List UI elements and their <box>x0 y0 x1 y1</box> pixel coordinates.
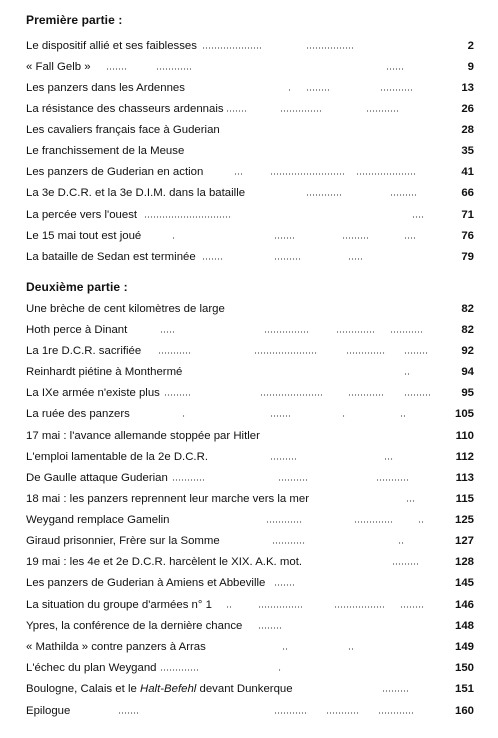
toc-entry <box>26 660 474 676</box>
toc-entry-title: Le franchissement de la Meuse <box>26 145 185 157</box>
toc-entry <box>26 122 474 138</box>
toc-entry-title: Les panzers dans les Ardennes <box>26 82 185 94</box>
toc-leader <box>172 479 206 481</box>
toc-entry-title: Le 15 mai tout est joué <box>26 230 142 242</box>
toc-entry-title: 19 mai : les 4e et 2e D.C.R. harcèlent le XIX. A.K. mot. <box>26 556 303 568</box>
toc-leader <box>274 712 308 714</box>
toc-entry-title: La résistance des chasseurs ardennais <box>26 103 224 115</box>
toc-entry <box>26 101 474 117</box>
toc-leader <box>106 68 128 70</box>
toc-leader <box>326 712 360 714</box>
toc-entry-page: 13 <box>461 82 474 94</box>
toc-entry-title: Ypres, la conférence de la dernière chance <box>26 620 243 632</box>
toc-leader <box>274 258 302 260</box>
toc-entry-title: 18 mai : les panzers reprennent leur marche vers la mer <box>26 493 309 505</box>
toc-entry-title: Reinhardt piétine à Monthermé <box>26 366 183 378</box>
toc-leader <box>202 258 224 260</box>
toc-leader <box>272 542 306 544</box>
toc-entry-page: 66 <box>461 187 474 199</box>
toc-leader <box>278 669 282 671</box>
toc-entry-page: 128 <box>454 556 474 568</box>
toc-leader <box>356 173 416 175</box>
toc-entry-page: 150 <box>454 662 474 674</box>
toc-entry-page: 146 <box>454 599 474 611</box>
toc-entry-title: La bataille de Sedan est terminée <box>26 251 196 263</box>
toc-leader <box>380 89 412 91</box>
toc-leader <box>258 627 282 629</box>
toc-entry-title: La situation du groupe d'armées n° 1 <box>26 599 212 611</box>
toc-leader <box>404 237 416 239</box>
toc-entry-title: Weygand remplace Gamelin <box>26 514 170 526</box>
toc-leader <box>384 458 394 460</box>
toc-entry <box>26 228 474 244</box>
toc-entry-page: 76 <box>461 230 474 242</box>
toc-leader <box>156 68 192 70</box>
toc-entry-page: 2 <box>467 40 474 52</box>
toc-leader <box>270 415 290 417</box>
toc-leader <box>160 669 200 671</box>
toc-entry-title: Les panzers de Guderian à Amiens et Abbeville <box>26 577 266 589</box>
toc-leader <box>382 690 408 692</box>
toc-entry-page: 113 <box>455 472 474 484</box>
toc-entry <box>26 406 474 422</box>
toc-entry-title: Les cavaliers français face à Guderian <box>26 124 220 136</box>
toc-entry <box>26 491 474 507</box>
toc-entry-page: 79 <box>461 251 474 263</box>
toc-entry <box>26 164 474 180</box>
toc-leader <box>282 648 288 650</box>
toc-entry <box>26 385 474 401</box>
toc-entry <box>26 428 474 444</box>
toc-entry-page: 71 <box>461 209 474 221</box>
toc-entry <box>26 449 474 465</box>
part-heading-2: Deuxième partie : <box>26 280 128 294</box>
toc-entry <box>26 38 474 54</box>
toc-entry-title: La IXe armée n'existe plus <box>26 387 160 399</box>
toc-leader <box>164 394 190 396</box>
toc-entry <box>26 618 474 634</box>
toc-leader <box>400 606 424 608</box>
toc-entry-page: 112 <box>455 451 474 463</box>
toc-leader <box>378 712 414 714</box>
toc-entry <box>26 80 474 96</box>
toc-leader <box>234 173 244 175</box>
toc-leader <box>404 352 428 354</box>
toc-entry <box>26 681 474 697</box>
toc-leader <box>376 479 408 481</box>
toc-entry <box>26 59 474 75</box>
toc-leader <box>182 415 186 417</box>
toc-leader <box>348 648 354 650</box>
toc-entry-title: Une brèche de cent kilomètres de large <box>26 303 225 315</box>
toc-leader <box>418 521 424 523</box>
toc-leader <box>348 394 384 396</box>
toc-entry-title: L'échec du plan Weygand <box>26 662 157 674</box>
toc-leader <box>158 352 192 354</box>
toc-entry <box>26 470 474 486</box>
toc-entry <box>26 322 474 338</box>
toc-entry-page: 148 <box>454 620 474 632</box>
toc-entry-page: 151 <box>454 683 474 695</box>
toc-leader <box>160 331 174 333</box>
toc-entry-title: Boulogne, Calais et le Halt-Befehl devant Dunkerque <box>26 683 293 695</box>
toc-leader <box>266 521 302 523</box>
toc-leader <box>398 542 404 544</box>
toc-entry <box>26 185 474 201</box>
toc-leader <box>274 584 294 586</box>
toc-leader <box>404 394 430 396</box>
toc-entry-title: L'emploi lamentable de la 2e D.C.R. <box>26 451 208 463</box>
toc-leader <box>400 415 406 417</box>
toc-entry-page: 125 <box>454 514 474 526</box>
toc-entry-page: 105 <box>454 408 474 420</box>
toc-leader <box>412 216 424 218</box>
toc-entry-title: La 1re D.C.R. sacrifiée <box>26 345 142 357</box>
toc-entry-page: 82 <box>461 324 474 336</box>
toc-leader <box>202 47 262 49</box>
toc-leader <box>390 194 416 196</box>
toc-entry-page: 9 <box>467 61 474 73</box>
toc-entry-page: 92 <box>461 345 474 357</box>
toc-leader <box>336 331 374 333</box>
toc-entry-title: La percée vers l'ouest <box>26 209 138 221</box>
toc-leader <box>280 110 322 112</box>
toc-entry <box>26 639 474 655</box>
toc-entry-title: La ruée des panzers <box>26 408 130 420</box>
toc-entry <box>26 575 474 591</box>
toc-leader <box>342 237 368 239</box>
toc-entry-title: De Gaulle attaque Guderian <box>26 472 168 484</box>
toc-leader <box>342 415 346 417</box>
toc-entry-page: 41 <box>461 166 474 178</box>
toc-leader <box>278 479 308 481</box>
toc-entry-page: 35 <box>461 145 474 157</box>
toc-leader <box>270 173 344 175</box>
toc-entry <box>26 512 474 528</box>
toc-entry-title: Epilogue <box>26 705 71 717</box>
toc-leader <box>144 216 232 218</box>
toc-leader <box>254 352 318 354</box>
toc-entry-title: Giraud prisonnier, Frère sur la Somme <box>26 535 220 547</box>
toc-leader <box>264 331 310 333</box>
toc-entry <box>26 597 474 613</box>
toc-leader <box>306 47 354 49</box>
toc-leader <box>226 606 232 608</box>
toc-leader <box>348 258 362 260</box>
toc-leader <box>274 237 294 239</box>
toc-entry-title: « Mathilda » contre panzers à Arras <box>26 641 206 653</box>
italic-term: Halt-Befehl <box>139 683 197 695</box>
toc-entry-page: 26 <box>461 103 474 115</box>
toc-entry-page: 149 <box>454 641 474 653</box>
toc-leader <box>226 110 248 112</box>
part-heading-1: Première partie : <box>26 13 123 27</box>
toc-leader <box>288 89 292 91</box>
toc-entry <box>26 554 474 570</box>
toc-leader <box>390 331 424 333</box>
toc-leader <box>270 458 296 460</box>
toc-entry-page: 110 <box>455 430 474 442</box>
toc-leader <box>334 606 384 608</box>
toc-entry <box>26 703 474 719</box>
toc-leader <box>258 606 302 608</box>
toc-entry <box>26 364 474 380</box>
toc-entry-page: 94 <box>461 366 474 378</box>
toc-entry <box>26 301 474 317</box>
toc-entry-title: La 3e D.C.R. et la 3e D.I.M. dans la bataille <box>26 187 246 199</box>
toc-entry <box>26 343 474 359</box>
toc-entry <box>26 207 474 223</box>
toc-leader <box>406 500 416 502</box>
toc-entry-page: 145 <box>454 577 474 589</box>
toc-entry-page: 95 <box>461 387 474 399</box>
toc-leader <box>172 237 176 239</box>
toc-leader <box>354 521 392 523</box>
toc-leader <box>386 68 404 70</box>
toc-leader <box>392 563 418 565</box>
toc-leader <box>306 89 330 91</box>
toc-entry-title: Le dispositif allié et ses faiblesses <box>26 40 197 52</box>
toc-entry-title: Les panzers de Guderian en action <box>26 166 204 178</box>
toc-entry-title: « Fall Gelb » <box>26 61 91 73</box>
toc-entry-title: 17 mai : l'avance allemande stoppée par Hitler <box>26 430 260 442</box>
toc-entry-page: 160 <box>454 705 474 717</box>
toc-entry-page: 127 <box>454 535 474 547</box>
toc-leader <box>306 194 342 196</box>
toc-leader <box>366 110 400 112</box>
toc-entry-page: 82 <box>461 303 474 315</box>
toc-leader <box>118 712 140 714</box>
toc-leader <box>404 373 410 375</box>
toc-leader <box>260 394 322 396</box>
toc-entry-page: 115 <box>455 493 474 505</box>
toc-entry-title: Hoth perce à Dinant <box>26 324 128 336</box>
toc-entry <box>26 533 474 549</box>
toc-leader <box>346 352 386 354</box>
toc-entry-page: 28 <box>461 124 474 136</box>
toc-entry <box>26 249 474 265</box>
toc-entry <box>26 143 474 159</box>
